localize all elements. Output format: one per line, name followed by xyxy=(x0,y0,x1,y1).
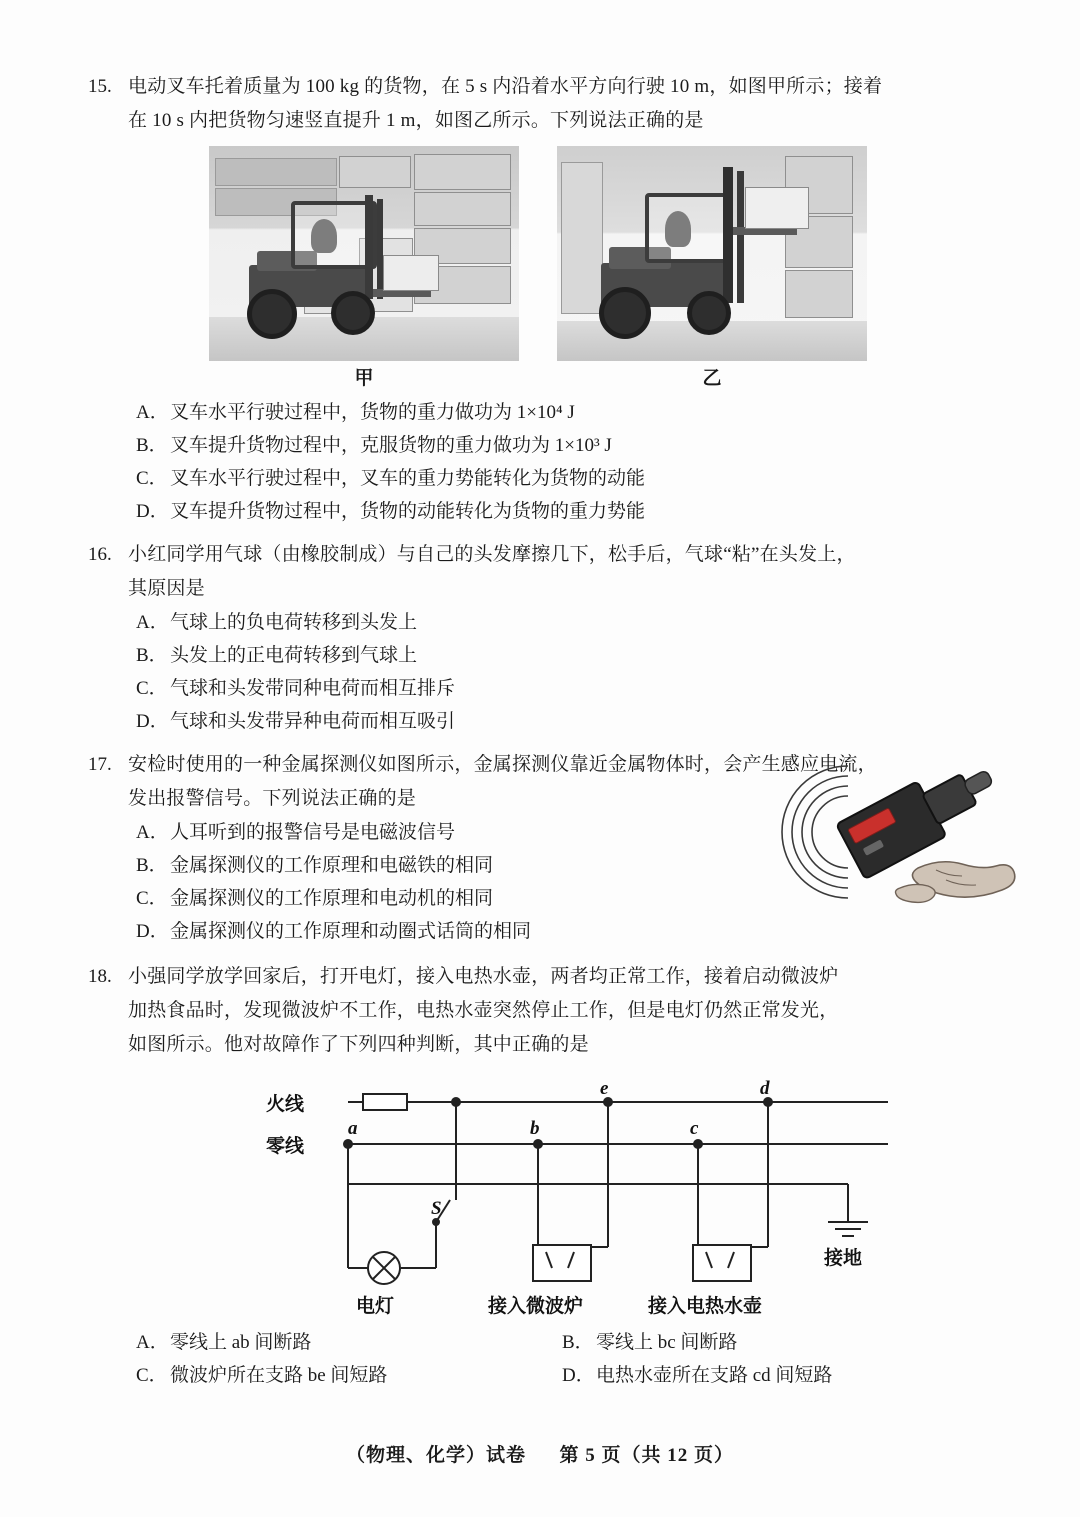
question-number: 18. xyxy=(88,966,112,987)
node-a: a xyxy=(348,1118,358,1139)
node-c: c xyxy=(690,1118,699,1139)
option-b: B． 零线上 bc 间断路 xyxy=(562,1332,738,1353)
footer-subject: （物理、化学）试卷 xyxy=(345,1445,526,1466)
question-number: 15. xyxy=(88,76,112,97)
label-kettle: 接入电热水壶 xyxy=(648,1296,763,1317)
forklift-truck-lifting xyxy=(595,183,835,343)
option-b: B． 头发上的正电荷转移到气球上 xyxy=(136,645,418,666)
question-16 xyxy=(88,538,988,738)
question-stem-line: 如图所示。他对故障作了下列四种判断，其中正确的是 xyxy=(128,1034,589,1055)
option-a: A． 人耳听到的报警信号是电磁波信号 xyxy=(136,822,456,843)
node-b: b xyxy=(530,1118,540,1139)
node-d: d xyxy=(760,1078,770,1099)
option-a: A． 零线上 ab 间断路 xyxy=(136,1332,312,1353)
option-d: D． 电热水壶所在支路 cd 间短路 xyxy=(562,1365,833,1386)
option-a: A． 叉车水平行驶过程中，货物的重力做功为 1×10⁴ J xyxy=(136,402,575,423)
node-e: e xyxy=(600,1078,609,1099)
option-a: A． 气球上的负电荷转移到头发上 xyxy=(136,612,418,633)
metal-detector-figure xyxy=(750,742,1020,922)
question-stem-line: 电动叉车托着质量为 100 kg 的货物，在 5 s 内沿着水平方向行驶 10 m，如图甲所示；接着 xyxy=(128,76,883,97)
question-stem-line: 其原因是 xyxy=(128,578,205,599)
option-c: C． 微波炉所在支路 be 间短路 xyxy=(136,1365,388,1386)
question-15-options xyxy=(88,396,988,528)
question-number: 17. xyxy=(88,754,112,775)
question-stem-line: 加热食品时，发现微波炉不工作，电热水壶突然停止工作，但是电灯仍然正常发光， xyxy=(128,1000,839,1021)
option-d: D． 叉车提升货物过程中，货物的动能转化为货物的重力势能 xyxy=(136,501,646,522)
option-b: B． 叉车提升货物过程中，克服货物的重力做功为 1×10³ J xyxy=(136,435,612,456)
question-18 xyxy=(88,960,988,1392)
question-stem-line: 发出报警信号。下列说法正确的是 xyxy=(128,788,417,809)
page-content xyxy=(88,70,988,1398)
option-d: D． 气球和头发带异种电荷而相互吸引 xyxy=(136,711,456,732)
option-c: C． 气球和头发带同种电荷而相互排斥 xyxy=(136,678,456,699)
question-number: 16. xyxy=(88,544,112,565)
forklift-photo-yi xyxy=(557,146,867,361)
option-b: B． 金属探测仪的工作原理和电磁铁的相同 xyxy=(136,855,494,876)
question-16-options xyxy=(88,606,988,738)
label-neutral: 零线 xyxy=(266,1136,305,1157)
switch-s: S xyxy=(431,1198,442,1219)
option-d: D． 金属探测仪的工作原理和动圈式话筒的相同 xyxy=(136,921,532,942)
option-c: C． 叉车水平行驶过程中，叉车的重力势能转化为货物的动能 xyxy=(136,468,646,489)
question-stem-line: 安检时使用的一种金属探测仪如图所示，金属探测仪靠近金属物体时，会产生感应电流， xyxy=(128,754,877,775)
label-live: 火线 xyxy=(266,1094,305,1115)
option-c: C． 金属探测仪的工作原理和电动机的相同 xyxy=(136,888,494,909)
figure-caption-yi: 乙 xyxy=(702,368,722,389)
forklift-figure xyxy=(88,146,988,361)
label-microwave: 接入微波炉 xyxy=(488,1296,584,1317)
question-15 xyxy=(88,70,988,528)
footer-page: 第 5 页（共 12 页） xyxy=(559,1445,735,1466)
label-ground: 接地 xyxy=(824,1248,863,1269)
forklift-photo-jia xyxy=(209,146,519,361)
label-lamp: 电灯 xyxy=(356,1296,395,1317)
question-stem-line: 小红同学用气球（由橡胶制成）与自己的头发摩擦几下，松手后，气球“粘”在头发上， xyxy=(128,544,856,565)
question-18-options xyxy=(136,1326,988,1392)
question-stem-line: 在 10 s 内把货物匀速竖直提升 1 m，如图乙所示。下列说法正确的是 xyxy=(128,110,704,131)
forklift-figure-captions xyxy=(88,363,988,390)
question-stem-line: 小强同学放学回家后，打开电灯，接入电热水壶，两者均正常工作，接着启动微波炉 xyxy=(128,966,839,987)
page-footer xyxy=(0,1440,1080,1467)
forklift-truck xyxy=(239,193,459,343)
circuit-diagram xyxy=(188,1072,888,1322)
figure-caption-jia: 甲 xyxy=(354,368,374,389)
